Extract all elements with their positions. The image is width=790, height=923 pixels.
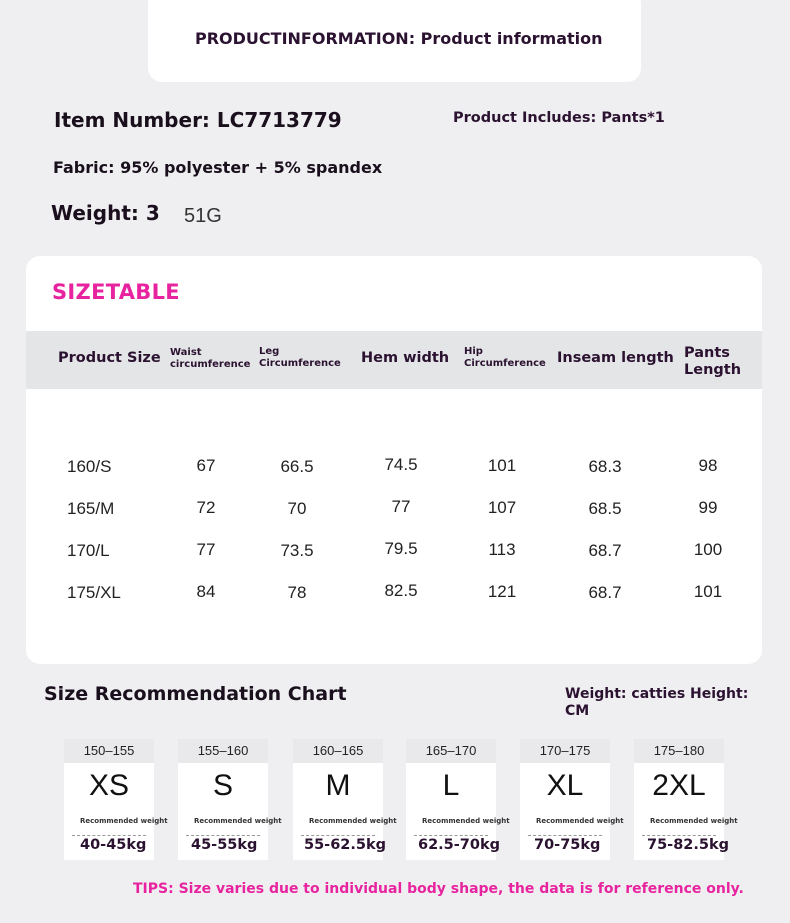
divider [186, 835, 260, 836]
size-label: XL [546, 769, 584, 802]
divider [301, 835, 375, 836]
product-includes: Product Includes: Pants*1 [453, 110, 665, 126]
cell-waist: 67 [196, 456, 216, 475]
height-range: 175–180 [634, 739, 724, 763]
item-number: Item Number: LC7713779 [54, 108, 342, 132]
recommended-weight: 70-75kg [534, 837, 601, 853]
size-label: L [442, 769, 460, 802]
cell-pants-length: 99 [698, 498, 718, 517]
cell-hip: 121 [487, 582, 517, 601]
size-label: XS [88, 769, 130, 802]
cell-hem: 82.5 [384, 581, 418, 600]
cell-inseam: 68.5 [588, 499, 622, 518]
cell-inseam: 68.7 [588, 541, 622, 560]
cell-leg: 78 [287, 583, 307, 602]
size-card-s [178, 739, 282, 860]
height-range: 165–170 [406, 739, 496, 763]
divider [528, 835, 602, 836]
header-hem: Hem width [361, 350, 450, 366]
cell-size: 160/S [67, 457, 112, 476]
size-card-2xl [634, 739, 738, 860]
size-card-xs [64, 739, 168, 860]
height-range: 160–165 [293, 739, 383, 763]
divider [72, 835, 146, 836]
recommended-weight: 62.5-70kg [418, 837, 500, 853]
recommended-weight-label: Recommended weight [309, 817, 397, 825]
recommended-weight: 45-55kg [191, 837, 258, 853]
cell-hem: 77 [391, 497, 411, 516]
recommended-weight-label: Recommended weight [536, 817, 624, 825]
recommended-weight: 55-62.5kg [304, 837, 386, 853]
header-inseam: Inseam length [557, 350, 674, 366]
recommended-weight: 40-45kg [80, 837, 147, 853]
cell-hem: 79.5 [384, 539, 418, 558]
cell-pants-length: 98 [698, 456, 718, 475]
weight-value: 51G [184, 205, 222, 227]
tips-note: TIPS: Size varies due to individual body shape, the data is for reference only. [133, 881, 744, 897]
recommended-weight-label: Recommended weight [422, 817, 510, 825]
recommended-weight-label: Recommended weight [80, 817, 168, 825]
product-info-title: PRODUCTINFORMATION: Product information [195, 29, 603, 48]
cell-waist: 84 [196, 582, 216, 601]
size-label: S [212, 769, 233, 802]
cell-hip: 101 [487, 456, 517, 475]
height-range: 155–160 [178, 739, 268, 763]
size-card-m [293, 739, 397, 860]
recommended-weight-label: Recommended weight [194, 817, 282, 825]
cell-leg: 73.5 [280, 541, 314, 560]
cell-leg: 70 [287, 499, 307, 518]
size-label: M [325, 769, 351, 802]
cell-hip: 107 [487, 498, 517, 517]
cell-inseam: 68.3 [588, 457, 622, 476]
divider [414, 835, 488, 836]
fabric: Fabric: 95% polyester + 5% spandex [53, 158, 383, 177]
header-product-size: Product Size [58, 350, 161, 366]
cell-hem: 74.5 [384, 455, 418, 474]
weight-label: Weight: 3 [51, 201, 160, 225]
cell-inseam: 68.7 [588, 583, 622, 602]
recommendation-units: Weight: catties Height: CM [565, 686, 749, 719]
recommended-weight-label: Recommended weight [650, 817, 738, 825]
size-card-l [406, 739, 510, 860]
cell-pants-length: 101 [693, 582, 723, 601]
cell-size: 175/XL [67, 583, 121, 602]
header-waist: Waist circumference [170, 347, 251, 370]
size-table-header [26, 331, 762, 389]
recommendation-title: Size Recommendation Chart [44, 683, 347, 705]
cell-size: 165/M [67, 499, 115, 518]
cell-leg: 66.5 [280, 457, 314, 476]
cell-pants-length: 100 [693, 540, 723, 559]
divider [642, 835, 716, 836]
header-leg: Leg Circumference [259, 346, 341, 369]
cell-waist: 72 [196, 498, 216, 517]
size-table-title: SIZETABLE [52, 280, 180, 304]
cell-size: 170/L [67, 541, 110, 560]
height-range: 150–155 [64, 739, 154, 763]
size-card-xl [520, 739, 624, 860]
cell-waist: 77 [196, 540, 216, 559]
header-hip: Hip Circumference [464, 346, 546, 369]
cell-hip: 113 [488, 540, 516, 559]
header-pants-length: Pants Length [684, 345, 742, 379]
size-label: 2XL [652, 769, 706, 802]
recommended-weight: 75-82.5kg [647, 837, 729, 853]
height-range: 170–175 [520, 739, 610, 763]
